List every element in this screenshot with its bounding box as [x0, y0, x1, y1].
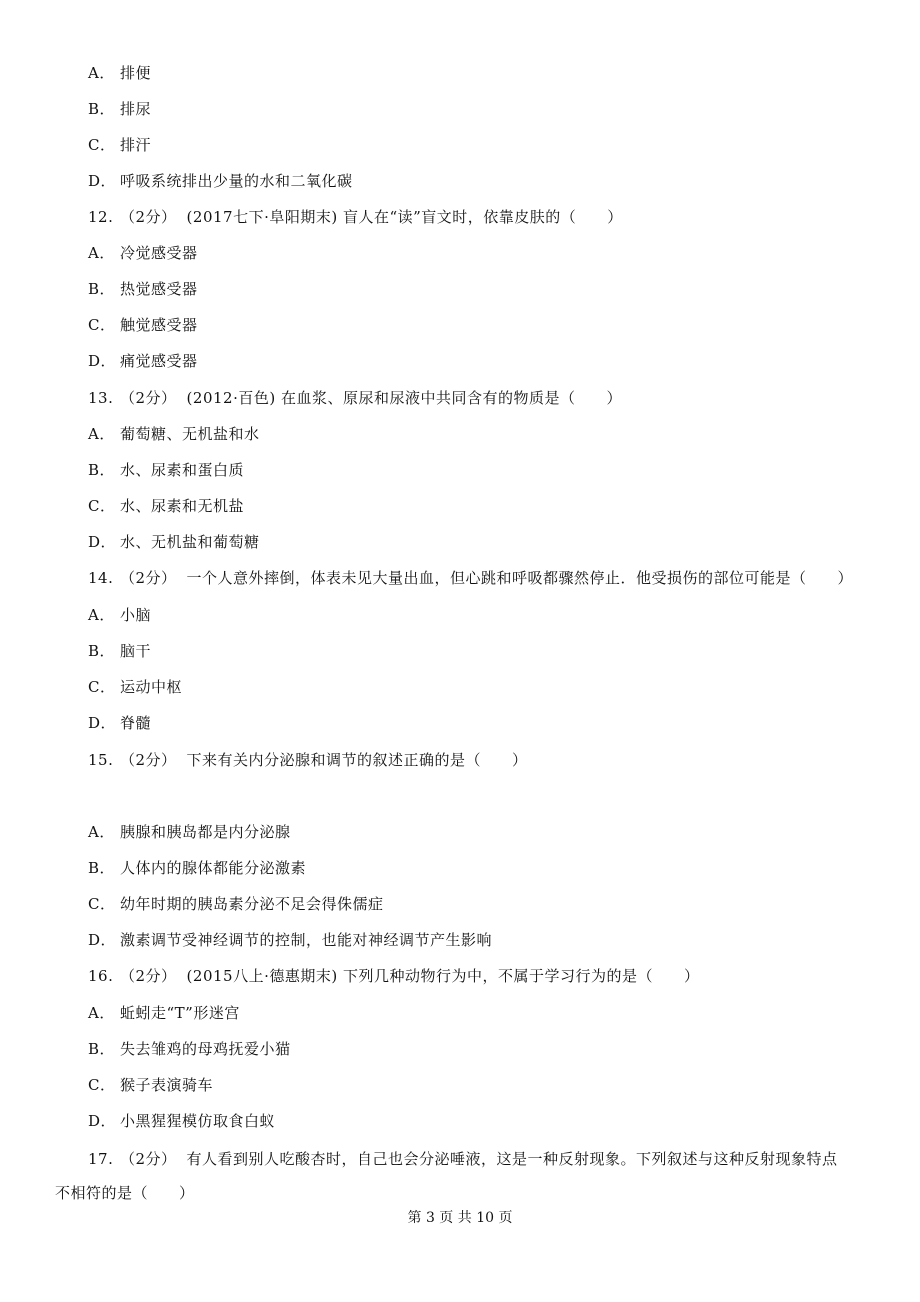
q14-option-b: B． 脑干: [88, 642, 152, 660]
q12-option-b: B． 热觉感受器: [88, 280, 198, 298]
question-16: 16. （2分） (2015八上·德惠期末) 下列几种动物行为中，不属于学习行为的是（ ）: [88, 967, 700, 985]
q13-option-c: C． 水、尿素和无机盐: [88, 497, 245, 515]
question-14: 14. （2分） 一个人意外摔倒，体表未见大量出血，但心跳和呼吸都骤然停止．他受损伤的部位可能是（ ）: [88, 569, 854, 587]
q13-option-b: B． 水、尿素和蛋白质: [88, 461, 245, 479]
q12-option-c: C． 触觉感受器: [88, 316, 198, 334]
q11-option-a: A． 排便: [88, 64, 152, 82]
q16-option-c: C． 猴子表演骑车: [88, 1076, 214, 1094]
question-13: 13. （2分） (2012·百色) 在血浆、原尿和尿液中共同含有的物质是（ ）: [88, 389, 622, 407]
q14-option-d: D． 脊髓: [88, 714, 152, 732]
q12-option-a: A． 冷觉感受器: [88, 244, 198, 262]
q12-option-d: D． 痛觉感受器: [88, 352, 198, 370]
question-15: 15. （2分） 下来有关内分泌腺和调节的叙述正确的是（ ）: [88, 751, 528, 769]
question-17-continuation: 不相符的是（ ）: [55, 1184, 195, 1202]
q15-option-d: D． 激素调节受神经调节的控制，也能对神经调节产生影响: [88, 931, 493, 949]
page-footer: 第 3 页 共 10 页: [407, 1210, 513, 1226]
q13-option-a: A． 葡萄糖、无机盐和水: [88, 425, 260, 443]
q16-option-a: A． 蚯蚓走“T”形迷宫: [88, 1004, 240, 1022]
question-12: 12. （2分） (2017七下·阜阳期末) 盲人在“读”盲文时，依靠皮肤的（ ）: [88, 208, 623, 226]
q15-option-a: A． 胰腺和胰岛都是内分泌腺: [88, 823, 291, 841]
q16-option-b: B． 失去雏鸡的母鸡抚爱小猫: [88, 1040, 291, 1058]
q14-option-a: A． 小脑: [88, 606, 152, 624]
q11-option-d: D． 呼吸系统排出少量的水和二氧化碳: [88, 172, 353, 190]
q11-option-c: C． 排汗: [88, 136, 152, 154]
q11-option-b: B． 排尿: [88, 100, 152, 118]
q15-option-c: C． 幼年时期的胰岛素分泌不足会得侏儒症: [88, 895, 384, 913]
q15-option-b: B． 人体内的腺体都能分泌激素: [88, 859, 307, 877]
question-17: 17. （2分） 有人看到别人吃酸杏时，自己也会分泌唾液，这是一种反射现象。下列叙述与这种反射现象特点: [88, 1150, 838, 1168]
q14-option-c: C． 运动中枢: [88, 678, 183, 696]
q13-option-d: D． 水、无机盐和葡萄糖: [88, 533, 260, 551]
q16-option-d: D． 小黑猩猩模仿取食白蚁: [88, 1112, 276, 1130]
